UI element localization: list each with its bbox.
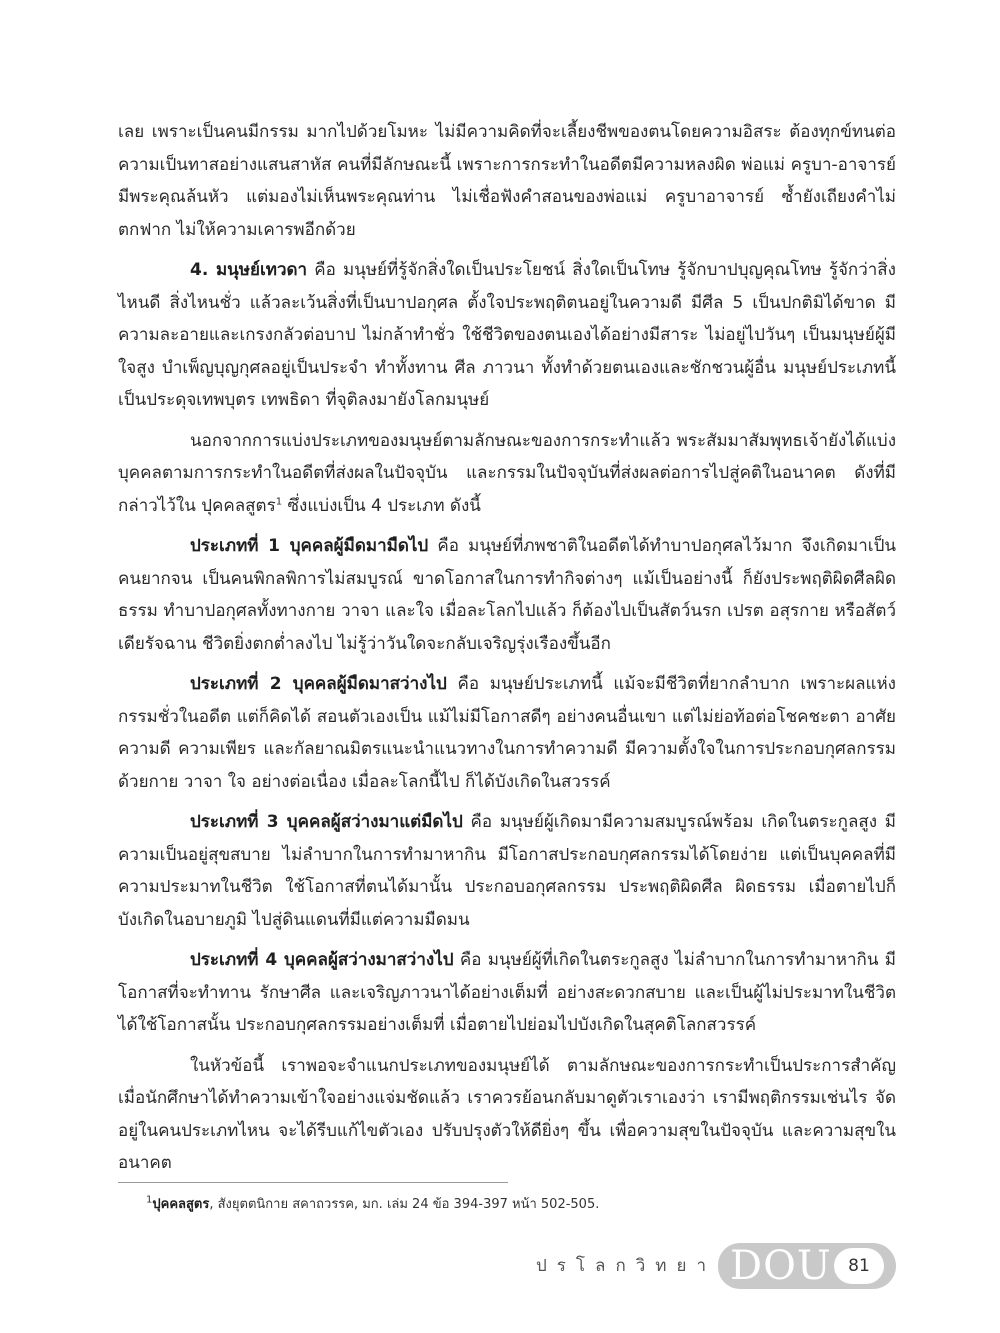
- paragraph-human-deva: [118, 254, 896, 417]
- paragraph-heading: ประเภทที่ 2 บุคคลผู้มืดมาสว่างไป: [190, 674, 447, 694]
- paragraph-text: คือ มนุษย์ผู้เกิดมามีความสมบูรณ์พร้อม เกิดในตระกูลสูง มีความเป็นอยู่สุขสบาย ไม่ลำบากในการทำมาหากิน มีโอกาสประกอบกุศลกรรมได้โดยง่าย แต่เป็นบุคคลที่มีความประมาทในชีวิต ใช้โอกาสที่ตนได้มานั้น ประกอบอกุศลกรรม ประพฤติผิดศีล ผิดธรรม เมื่อตายไปก็บังเกิดในอบายภูมิ ไปสู่ดินแดนที่มีแต่ความมืดมน: [118, 812, 896, 930]
- paragraph-heading: ประเภทที่ 4 บุคคลผู้สว่างมาสว่างไป: [190, 950, 454, 970]
- paragraph-type-3: [118, 806, 896, 936]
- paragraph-text: คือ มนุษย์ที่ภพชาติในอดีตได้ทำบาปอกุศลไว้มาก จึงเกิดมาเป็นคนยากจน เป็นคนพิกลพิการไม่สมบูรณ์ ขาดโอกาสในการทำกิจต่างๆ แม้เป็นอย่างนี้ ก็ยังประพฤติผิดศีลผิดธรรม ทำบาปอกุศลทั้งทางกาย วาจา และใจ เมื่อละโลกไปแล้ว ก็ต้องไปเป็นสัตว์นรก เปรต อสุรกาย หรือสัตว์เดียรัจฉาน ชีวิตยิ่งตกต่ำลงไป ไม่รู้ว่าวันใดจะกลับเจริญรุ่งเรืองขึ้นอีก: [118, 536, 896, 654]
- paragraph-type-2: [118, 668, 896, 798]
- body-text: [118, 116, 896, 1188]
- paragraph-text: นอกจากการแบ่งประเภทของมนุษย์ตามลักษณะของการกระทำแล้ว พระสัมมาสัมพุทธเจ้ายังได้แบ่งบุคคลตามการกระทำในอดีตที่ส่งผลในปัจจุบัน และกรรมในปัจจุบันที่ส่งผลต่อการไปสู่คติในอนาคต ดังที่มีกล่าวไว้ใน ปุคคลสูตร: [118, 430, 896, 516]
- paragraph-text: เลย เพราะเป็นคนมีกรรม มากไปด้วยโมหะ ไม่มีความคิดที่จะเลี้ยงชีพของตนโดยความอิสระ ต้องทุกข์ทนต่อความเป็นทาสอย่างแสนสาหัส คนที่มีลักษณะนี้ เพราะการกระทำในอดีตมีความหลงผิด พ่อแม่ ครูบา-อาจารย์ มีพระคุณล้นหัว แต่มองไม่เห็นพระคุณท่าน ไม่เชื่อฟังคำสอนของพ่อแม่ ครูบาอาจารย์ ซ้ำยังเถียงคำไม่ตกฟาก ไม่ให้ความเคารพอีกด้วย: [118, 122, 896, 240]
- paragraph-text: คือ มนุษย์ผู้ที่เกิดในตระกูลสูง ไม่ลำบากในการทำมาหากิน มีโอกาสที่จะทำทาน รักษาศีล และเจริญภาวนาได้อย่างเต็มที่ อย่างสะดวกสบาย และเป็นผู้ไม่ประมาทในชีวิต ได้ใช้โอกาสนั้น ประกอบกุศลกรรมอย่างเต็มที่ เมื่อตายไปย่อมไปบังเกิดในสุคติโลกสวรรค์: [118, 950, 896, 1035]
- paragraph-text: ในหัวข้อนี้ เราพอจะจำแนกประเภทของมนุษย์ได้ ตามลักษณะของการกระทำเป็นประการสำคัญ เมื่อนักศึกษาได้ทำความเข้าใจอย่างแจ่มชัดแล้ว เราควรย้อนกลับมาดูตัวเราเองว่า เรามีพฤติกรรมเช่นไร จัดอยู่ในคนประเภทไหน จะได้รีบแก้ไขตัวเอง ปรับปรุงตัวให้ดียิ่งๆ ขึ้น เพื่อความสุขในปัจจุบัน และความสุขในอนาคต: [118, 1055, 896, 1173]
- paragraph-type-4: [118, 944, 896, 1042]
- footnote-reference: 1: [275, 495, 283, 507]
- paragraph-heading: 4. มนุษย์เทวดา: [190, 260, 308, 280]
- paragraph-text: คือ มนุษย์ที่รู้จักสิ่งใดเป็นประโยชน์ สิ่งใดเป็นโทษ รู้จักบาปบุญคุณโทษ รู้จักว่าสิ่งไหนดี สิ่งไหนชั่ว แล้วละเว้นสิ่งที่เป็นบาปอกุศล ตั้งใจประพฤติตนอยู่ในความดี มีศีล 5 เป็นปกติมิได้ขาด มีความละอายและเกรงกลัวต่อบาป ไม่กล้าทำชั่ว ใช้ชีวิตของตนเองได้อย่างมีสาระ ไม่อยู่ไปวันๆ เป็นมนุษย์ผู้มีใจสูง บำเพ็ญบุญกุศลอยู่เป็นประจำ ทำทั้งทาน ศีล ภาวนา ทั้งทำด้วยตนเองและชักชวนผู้อื่น มนุษย์ประเภทนี้เป็นประดุจเทพบุตร เทพธิดา ที่จุติลงมายังโลกมนุษย์: [118, 260, 896, 410]
- running-footer-title: ปรโลกวิทยา: [536, 1256, 717, 1276]
- footnote: [146, 1195, 886, 1215]
- paragraph-heading: ประเภทที่ 3 บุคคลผู้สว่างมาแต่มืดไป: [190, 812, 463, 832]
- paragraph-text: คือ มนุษย์ประเภทนี้ แม้จะมีชีวิตที่ยากลำบาก เพราะผลแห่งกรรมชั่วในอดีต แต่ก็คิดได้ สอนตัวเองเป็น แม้ไม่มีโอกาสดีๆ อย่างคนอื่นเขา แต่ไม่ย่อท้อต่อโชคชะตา อาศัยความดี ความเพียร และกัลยาณมิตรแนะนำแนวทางในการทำความดี มีความตั้งใจในการประกอบกุศลกรรมด้วยกาย วาจา ใจ อย่างต่อเนื่อง เมื่อละโลกนี้ไป ก็ได้บังเกิดในสวรรค์: [118, 674, 896, 792]
- paragraph-heading: ประเภทที่ 1 บุคคลผู้มืดมามืดไป: [190, 536, 429, 556]
- page-number: 81: [834, 1248, 884, 1284]
- footnote-title: ปุคคลสูตร: [152, 1197, 210, 1212]
- footnote-text: , สังยุตตนิกาย สคาถวรรค, มก. เล่ม 24 ข้อ 394-397 หน้า 502-505.: [209, 1197, 600, 1212]
- paragraph-type-1: [118, 530, 896, 660]
- paragraph-conclusion: [118, 1050, 896, 1180]
- footnote-divider: [118, 1182, 508, 1183]
- paragraph-text: ซึ่งแบ่งเป็น 4 ประเภท ดังนี้: [282, 495, 481, 516]
- dou-badge-label: DOU: [730, 1243, 832, 1289]
- paragraph-intro-types: [118, 425, 896, 523]
- paragraph-continuation: [118, 116, 896, 246]
- footnote-marker: 1: [146, 1194, 153, 1206]
